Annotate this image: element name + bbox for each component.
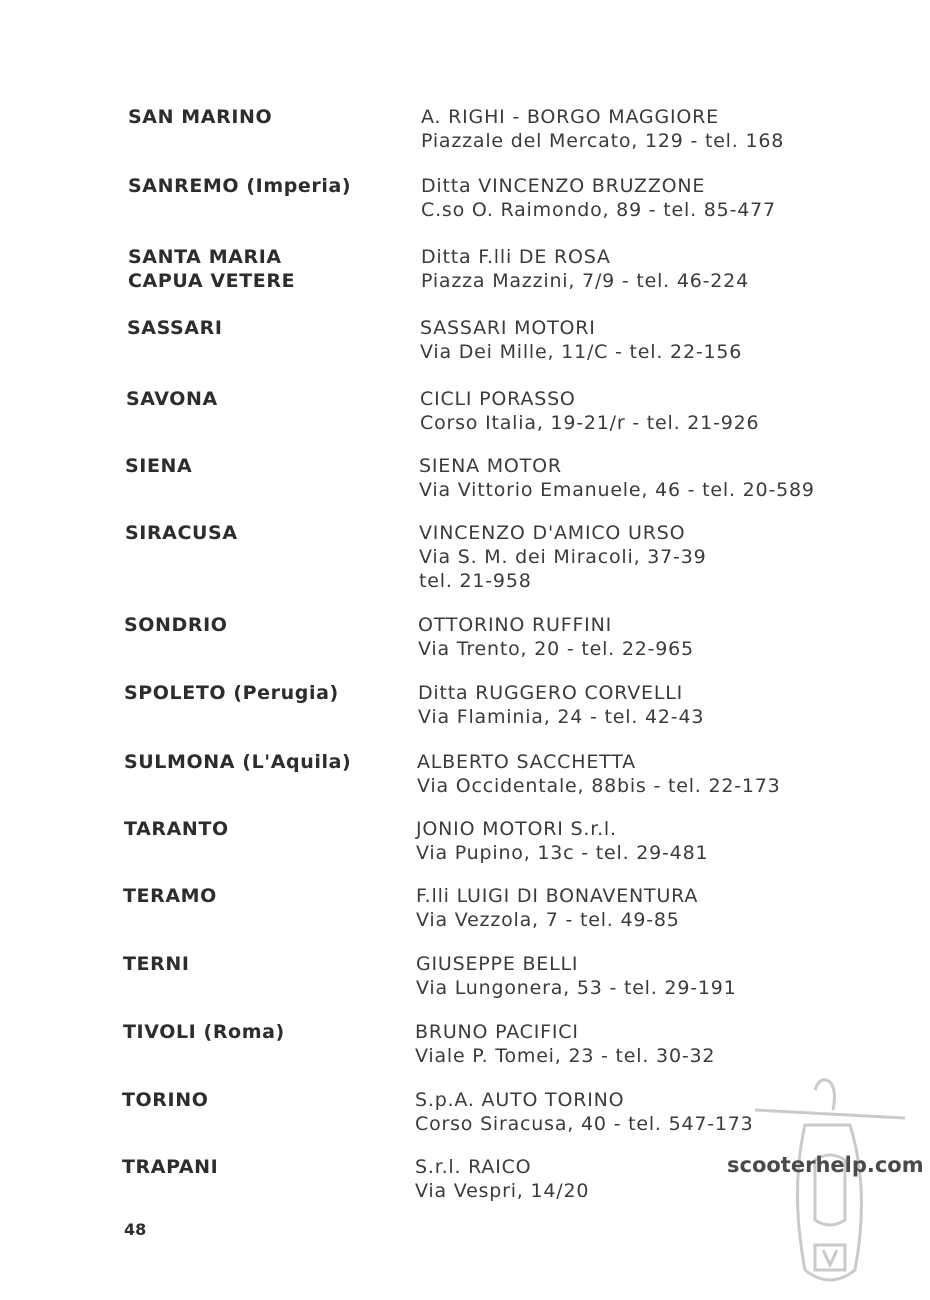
city-name [123, 1020, 285, 1044]
city-line: TORINO [122, 1089, 209, 1111]
city-name [123, 952, 190, 976]
city-line: TERNI [123, 953, 190, 975]
dealer-address-line: Via Trento, 20 - tel. 22-965 [418, 638, 694, 660]
dealer-address-line: C.so O. Raimondo, 89 - tel. 85-477 [421, 199, 776, 221]
dealer-address-line: Via S. M. dei Miracoli, 37-39 [419, 546, 707, 568]
watermark-text: scooterhelp.com [727, 1153, 924, 1177]
city-name [124, 681, 339, 705]
dealer-address [416, 952, 737, 1000]
dealer-name: Ditta RUGGERO CORVELLI [418, 682, 684, 704]
dealer-name: A. RIGHI - BORGO MAGGIORE [421, 106, 719, 128]
dealer-address [419, 454, 815, 502]
city-line: SPOLETO (Perugia) [124, 682, 339, 704]
city-name [122, 1155, 218, 1179]
dealer-name: SIENA MOTOR [419, 455, 562, 477]
dealer-address-line: tel. 21-958 [419, 570, 532, 592]
dealer-address [415, 1155, 589, 1203]
dealer-name: ALBERTO SACCHETTA [417, 751, 636, 773]
city-line: SULMONA (L'Aquila) [124, 751, 352, 773]
city-line: SANTA MARIA [128, 246, 282, 268]
city-name [127, 316, 223, 340]
dealer-address-line: Via Vespri, 14/20 [415, 1180, 590, 1202]
dealer-name: GIUSEPPE BELLI [416, 953, 579, 975]
city-name [128, 174, 351, 198]
dealer-name: JONIO MOTORI S.r.l. [416, 818, 617, 840]
dealer-address-line: Corso Siracusa, 40 - tel. 547-173 [415, 1113, 754, 1135]
city-line: CAPUA VETERE [128, 270, 296, 292]
dealer-address-line: Via Dei Mille, 11/C - tel. 22-156 [420, 341, 743, 363]
dealer-name: BRUNO PACIFICI [415, 1021, 579, 1043]
city-name [122, 1088, 208, 1112]
city-line: SONDRIO [124, 614, 228, 636]
city-line: SIENA [125, 455, 193, 477]
city-name [125, 521, 238, 545]
city-name [123, 884, 217, 908]
city-line: SIRACUSA [125, 522, 238, 544]
dealer-address-line: Via Vezzola, 7 - tel. 49-85 [416, 909, 680, 931]
dealer-name: F.lli LUIGI DI BONAVENTURA [416, 885, 699, 907]
city-name [128, 245, 295, 293]
dealer-address-line: Via Occidentale, 88bis - tel. 22-173 [417, 775, 781, 797]
dealer-name: S.r.l. RAICO [415, 1156, 532, 1178]
city-name [128, 105, 272, 129]
dealer-name: Ditta F.lli DE ROSA [421, 246, 611, 268]
dealer-name: VINCENZO D'AMICO URSO [419, 522, 686, 544]
dealer-address [416, 884, 698, 932]
city-name [124, 817, 229, 841]
city-line: SASSARI [127, 317, 223, 339]
dealer-address-line: Via Lungonera, 53 - tel. 29-191 [416, 977, 737, 999]
dealer-address [421, 174, 776, 222]
dealer-address-line: Viale P. Tomei, 23 - tel. 30-32 [415, 1045, 716, 1067]
dealer-address [415, 1088, 754, 1136]
dealer-address [416, 817, 708, 865]
city-line: SAVONA [126, 388, 218, 410]
dealer-address [421, 245, 749, 293]
dealer-address [415, 1020, 715, 1068]
dealer-address [421, 105, 784, 153]
scooter-logo-icon [745, 1070, 920, 1300]
dealer-address [420, 387, 759, 435]
dealer-name: OTTORINO RUFFINI [418, 614, 612, 636]
city-line: SAN MARINO [128, 106, 273, 128]
city-name [124, 750, 351, 774]
city-line: TARANTO [124, 818, 229, 840]
dealer-address-line: Via Flaminia, 24 - tel. 42-43 [418, 706, 705, 728]
city-line: SANREMO (Imperia) [128, 175, 352, 197]
dealer-name: S.p.A. AUTO TORINO [415, 1089, 625, 1111]
dealer-address-line: Via Pupino, 13c - tel. 29-481 [416, 842, 709, 864]
city-name [124, 613, 228, 637]
dealer-name: SASSARI MOTORI [420, 317, 596, 339]
dealer-address [418, 613, 694, 661]
city-name [126, 387, 218, 411]
city-line: TRAPANI [122, 1156, 219, 1178]
dealer-name: Ditta VINCENZO BRUZZONE [421, 175, 706, 197]
dealer-address-line: Via Vittorio Emanuele, 46 - tel. 20-589 [419, 479, 815, 501]
dealer-name: CICLI PORASSO [420, 388, 576, 410]
dealer-address [417, 750, 781, 798]
city-line: TERAMO [123, 885, 217, 907]
city-line: TIVOLI (Roma) [123, 1021, 285, 1043]
dealer-address [419, 521, 706, 593]
dealer-address-line: Corso Italia, 19-21/r - tel. 21-926 [420, 412, 760, 434]
dealer-address [418, 681, 704, 729]
city-name [125, 454, 192, 478]
dealer-address [420, 316, 742, 364]
page-number: 48 [124, 1220, 147, 1239]
dealer-address-line: Piazzale del Mercato, 129 - tel. 168 [421, 130, 785, 152]
dealer-address-line: Piazza Mazzini, 7/9 - tel. 46-224 [421, 270, 749, 292]
